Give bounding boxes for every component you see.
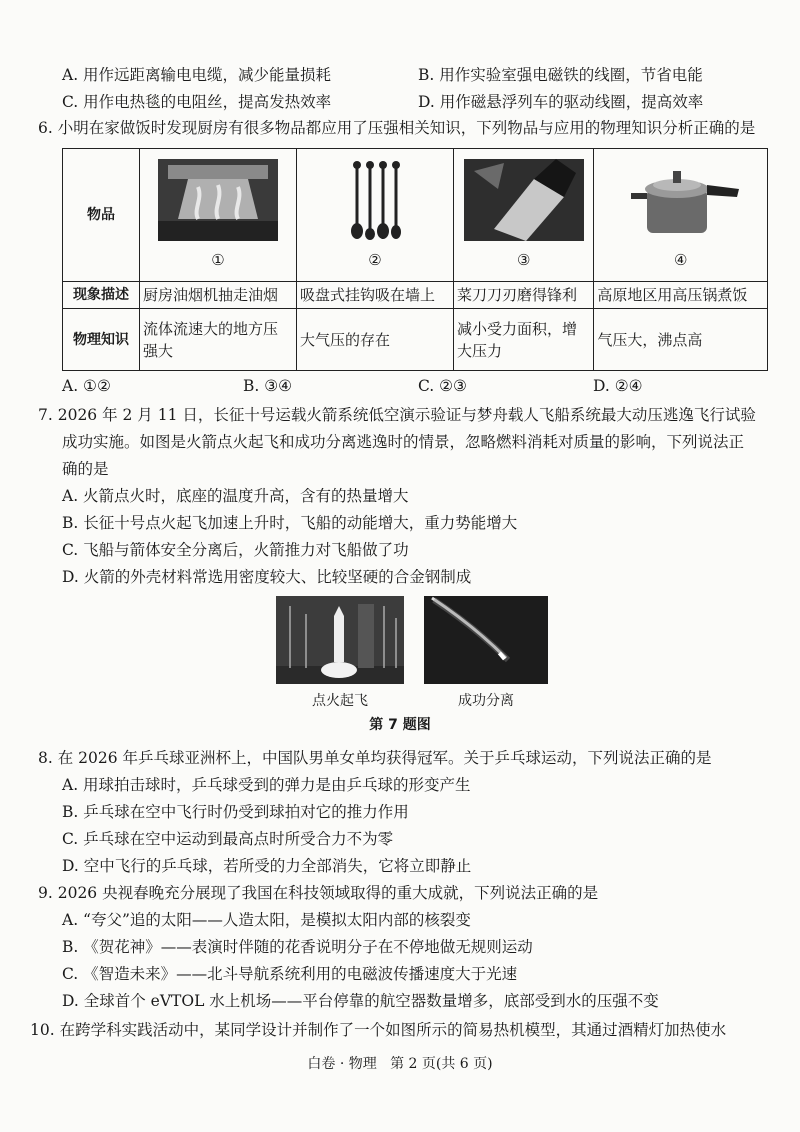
q6-option-a: A. ①②	[62, 377, 111, 395]
item-4-number: ④	[673, 251, 688, 269]
item-4-cell	[594, 149, 768, 282]
q5-option-d: D. 用作磁悬浮列车的驱动线圈，提高效率	[418, 93, 704, 111]
q7-figure-title: 第 7 题图	[369, 717, 431, 733]
q6-option-c: C. ②③	[418, 377, 467, 395]
q7-stem-line2: 成功实施。如图是火箭点火起飞和成功分离逃逸时的情景，忽略燃料消耗对质量的影响，下列说法正	[62, 433, 745, 451]
item-3-knowledge-line2: 大压力	[457, 341, 503, 360]
q6-option-b: B. ③④	[243, 377, 293, 395]
q9-option-b: B. 《贺花神》——表演时伴随的花香说明分子在不停地做无规则运动	[62, 938, 533, 956]
q8-option-b: B. 乒乓球在空中飞行时仍受到球拍对它的推力作用	[62, 803, 409, 821]
item-4-knowledge	[594, 309, 768, 371]
item-1-knowledge-line1: 流体流速大的地方压	[143, 319, 279, 338]
range-hood-image	[158, 159, 278, 241]
row-label-items: 物品	[63, 149, 140, 282]
separation-photo	[424, 596, 548, 688]
row-label-desc: 现象描述	[63, 282, 140, 309]
q8-option-c: C. 乒乓球在空中运动到最高点时所受合力不为零	[62, 830, 394, 848]
q8-option-a: A. 用球拍击球时，乒乓球受到的弹力是由乒乓球的形变产生	[62, 776, 471, 794]
row-label-knowledge: 物理知识	[63, 309, 140, 371]
q6-option-d: D. ②④	[593, 377, 643, 395]
page-footer: 白卷 · 物理 第 2 页(共 6 页)	[307, 1056, 493, 1072]
q5-option-a: A. 用作远距离输电电缆，减少能量损耗	[62, 66, 332, 84]
item-3-cell	[454, 149, 594, 282]
item-2-desc: 吸盘式挂钩吸在墙上	[297, 282, 454, 309]
item-3-desc: 菜刀刀刃磨得锋利	[454, 282, 594, 309]
q7-option-c: C. 飞船与箭体安全分离后，火箭推力对飞船做了功	[62, 541, 409, 559]
item-1-cell	[140, 149, 297, 282]
q8-stem: 8. 在 2026 年乒乓球亚洲杯上，中国队男单女单均获得冠军。关于乒乓球运动，下列说法正确的是	[38, 749, 712, 767]
q6-stem: 6. 小明在家做饭时发现厨房有很多物品都应用了压强相关知识，下列物品与应用的物理知识分析正确的是	[38, 119, 756, 137]
item-2-knowledge	[297, 309, 454, 371]
cleaver-image	[464, 159, 584, 241]
q6-row-desc	[63, 282, 768, 309]
item-1-desc: 厨房油烟机抽走油烟	[140, 282, 297, 309]
q7-option-b: B. 长征十号点火起飞加速上升时，飞船的动能增大，重力势能增大	[62, 514, 518, 532]
q5-option-c: C. 用作电热毯的电阻丝，提高发热效率	[62, 93, 332, 111]
q7-option-a: A. 火箭点火时，底座的温度升高，含有的热量增大	[62, 487, 409, 505]
fig-caption-launch: 点火起飞	[312, 693, 368, 709]
q6-row-knowledge	[63, 309, 768, 371]
item-4-knowledge-line1: 气压大，沸点高	[597, 330, 703, 349]
q7-stem-line3: 确的是	[62, 460, 109, 478]
q5-option-b: B. 用作实验室强电磁铁的线圈，节省电能	[418, 66, 703, 84]
q6-table	[62, 148, 768, 371]
pressure-cooker-image	[621, 159, 741, 241]
q7-stem-line1: 7. 2026 年 2 月 11 日，长征十号运载火箭系统低空演示验证与梦舟载人飞船系统最大动压逃逸飞行试验	[38, 406, 756, 424]
item-3-knowledge-line1: 减小受力面积，增	[457, 319, 578, 338]
q9-option-d: D. 全球首个 eVTOL 水上机场——平台停靠的航空器数量增多，底部受到水的压强不变	[62, 992, 659, 1010]
item-1-knowledge-line2: 强大	[143, 341, 174, 360]
item-1-knowledge	[140, 309, 297, 371]
q9-option-c: C. 《智造未来》——北斗导航系统利用的电磁波传播速度大于光速	[62, 965, 518, 983]
item-3-number: ③	[516, 251, 531, 269]
q10-stem: 10. 在跨学科实践活动中，某同学设计并制作了一个如图所示的简易热机模型，其通过酒精灯加热使水	[30, 1021, 727, 1039]
q9-stem: 9. 2026 央视春晚充分展现了我国在科技领域取得的重大成就，下列说法正确的是	[38, 884, 599, 902]
launch-photo	[276, 596, 404, 688]
item-1-number: ①	[211, 251, 225, 269]
q9-option-a: A. “夸父”追的太阳——人造太阳，是模拟太阳内部的核裂变	[62, 911, 471, 929]
q7-option-d: D. 火箭的外壳材料常选用密度较大、比较坚硬的合金钢制成	[62, 568, 472, 586]
q8-option-d: D. 空中飞行的乒乓球，若所受的力全部消失，它将立即静止	[62, 857, 472, 875]
q6-row-items	[63, 149, 768, 282]
item-2-cell	[297, 149, 454, 282]
item-2-knowledge-line1: 大气压的存在	[300, 330, 391, 349]
item-2-number: ②	[368, 251, 382, 269]
hooks-image	[315, 159, 435, 241]
fig-caption-separation: 成功分离	[458, 693, 514, 709]
item-3-knowledge	[454, 309, 594, 371]
item-4-desc: 高原地区用高压锅煮饭	[594, 282, 768, 309]
